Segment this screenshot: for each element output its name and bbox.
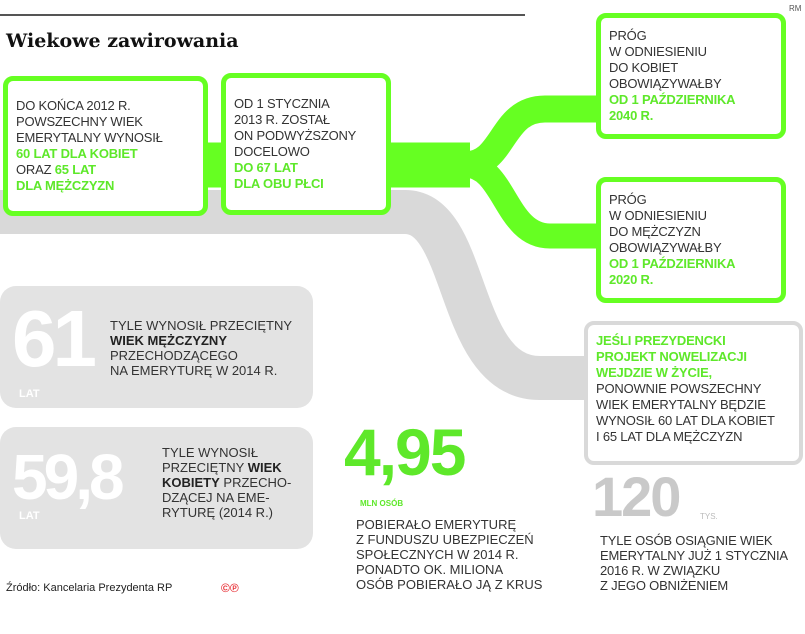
text-line (16, 162, 195, 178)
text-line: DO KOBIET (609, 60, 678, 75)
text-line: PRZECHODZĄCEGO (110, 348, 238, 363)
source-note: Źródło: Kancelaria Prezydenta RP (6, 582, 173, 594)
text-line: TYLE WYNOSIŁ (162, 445, 259, 460)
stat-men-unit: LAT (19, 388, 40, 400)
stat-women-number: 59,8 (12, 441, 121, 513)
text: ORAZ (16, 162, 52, 177)
bold-text: WIEK MĘŻCZYZNY (110, 333, 227, 348)
text-line: DO KOŃCA 2012 R. (16, 98, 131, 113)
text-line: Z JEGO OBNIŻENIEM (600, 578, 729, 593)
box-threshold-women (596, 13, 786, 139)
text-line: W ODNIESIENIU (609, 44, 707, 59)
stat-men-description (110, 318, 292, 378)
stat-120-description (600, 533, 788, 593)
highlight-line: DO 67 LAT (234, 160, 298, 175)
text-line: OSÓB POBIERAŁO JĄ Z KRUS (356, 577, 543, 592)
text-line: RYTURĘ (2014 R.) (162, 505, 274, 520)
text-line: TYLE OSÓB OSIĄGNIE WIEK (600, 533, 773, 548)
text-line: PONADTO OK. MILIONA (356, 562, 504, 577)
text-line: 2016 R. W ZWIĄZKU (600, 563, 721, 578)
highlight-line: DLA MĘŻCZYZN (16, 178, 115, 193)
text-line: WYNOSIŁ 60 LAT DLA KOBIET (596, 413, 775, 428)
text-line: OBOWIĄZYWAŁBY (609, 240, 722, 255)
text-line: PRÓG (609, 28, 647, 43)
bold-text: WIEK (247, 460, 282, 475)
text-line: DOCELOWO (234, 144, 310, 159)
text-line: OD 1 STYCZNIA (234, 96, 330, 111)
text-line: OBOWIĄZYWAŁBY (609, 76, 722, 91)
text-line: PRÓG (609, 192, 647, 207)
text-line: 2013 R. ZOSTAŁ (234, 112, 330, 127)
highlight-line: PROJEKT NOWELIZACJI (596, 349, 747, 364)
text: PRZECHO- (223, 475, 292, 490)
text-line: ON PODWYŻSZONY (234, 128, 357, 143)
author-credit: RM (789, 4, 802, 13)
text-line: W ODNIESIENIU (609, 208, 707, 223)
text-line: PONOWNIE POWSZECHNY (596, 381, 762, 396)
box-from-2013 (221, 73, 391, 215)
stat-120-number: 120 (592, 465, 680, 528)
green-branch-men (465, 165, 610, 236)
text-line: DO MĘŻCZYZN (609, 224, 701, 239)
highlight-line: OD 1 PAŹDZIERNIKA (609, 256, 736, 271)
stat-120-unit: TYS. (700, 512, 718, 521)
bold-text: KOBIETY (162, 475, 220, 490)
stat-pension-description (356, 517, 542, 592)
highlight-line: JEŚLI PREZYDENCKI (596, 333, 726, 348)
text-line: EMERYTALNY WYNOSIŁ (16, 130, 163, 145)
stat-men-number: 61 (12, 294, 93, 383)
green-branch-women (465, 109, 610, 165)
highlight-line: WEJDZIE W ŻYCIE, (596, 365, 712, 380)
text-line: EMERYTALNY JUŻ 1 STYCZNIA (600, 548, 788, 563)
text-line: POWSZECHNY WIEK (16, 114, 143, 129)
highlight: 65 LAT (54, 162, 96, 177)
highlight-line: 60 LAT DLA KOBIET (16, 146, 138, 161)
text-line: WIEK EMERYTALNY BĘDZIE (596, 397, 766, 412)
box-until-2012 (3, 76, 208, 216)
stat-pension-number: 4,95 (344, 415, 465, 489)
highlight-line: DLA OBU PŁCI (234, 176, 324, 191)
text-line: DZĄCEJ NA EME- (162, 490, 270, 505)
stat-women-description (162, 445, 291, 520)
box-presidential-project (584, 321, 803, 465)
stat-women-unit: LAT (19, 510, 40, 522)
highlight-line: 2020 R. (609, 272, 654, 287)
text: PRZECIĘTNY (162, 460, 245, 475)
box-threshold-men (596, 177, 786, 303)
highlight-line: 2040 R. (609, 108, 654, 123)
copyright-icon: ©℗ (221, 581, 239, 595)
text-line: NA EMERYTURĘ W 2014 R. (110, 363, 278, 378)
text-line: SPOŁECZNYCH W 2014 R. (356, 547, 519, 562)
text-line: TYLE WYNOSIŁ PRZECIĘTNY (110, 318, 293, 333)
text-line: Z FUNDUSZU UBEZPIECZEŃ (356, 532, 534, 547)
page-title: Wiekowe zawirowania (6, 30, 239, 52)
text-line: POBIERAŁO EMERYTURĘ (356, 517, 517, 532)
highlight-line: OD 1 PAŹDZIERNIKA (609, 92, 736, 107)
text-line: I 65 LAT DLA MĘŻCZYZN (596, 429, 743, 444)
stat-pension-unit: MLN OSÓB (360, 499, 404, 508)
